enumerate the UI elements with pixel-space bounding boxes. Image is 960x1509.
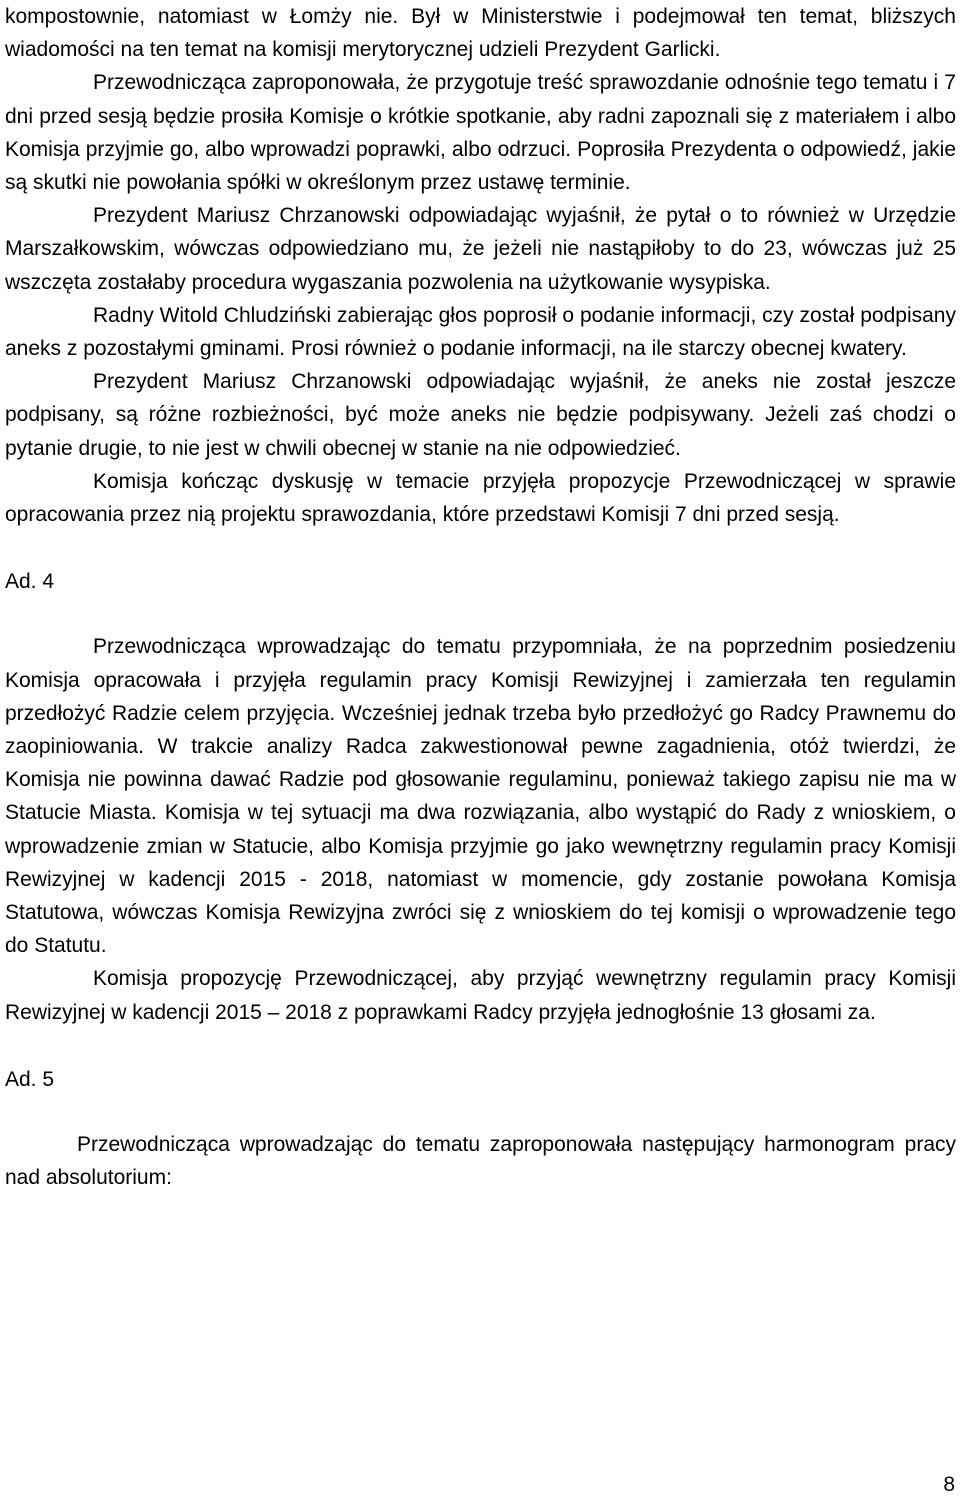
paragraph-schedule-intro: Przewodnicząca wprowadzając do tematu zaproponowała następujący harmonogram pracy nad absolutorium: (5, 1133, 956, 1190)
document-page (5, 0, 956, 1195)
paragraph-commission-decision: Komisja kończąc dyskusję w temacie przyjęła propozycje Przewodniczącej w sprawie opracowania przez nią projektu sprawozdania, które przedstawi Komisji 7 dni przed sesją. (5, 469, 956, 527)
paragraph-president-answer-2: Prezydent Mariusz Chrzanowski odpowiadając wyjaśnił, że aneks nie został jeszcze podpisany, są różne rozbieżności, być może aneks nie będzie podpisywany. Jeżeli zaś chodzi o pytanie drugie, to nie jest w chwili obecnej w stanie na nie odpowiedzieć. (5, 370, 956, 460)
paragraph-continuation: kompostownie, natomiast w Łomży nie. Był w Ministerstwie i podejmował ten temat, bliższych wiadomości na ten temat na komisji merytorycznej udzieli Prezydent Garlicki. (5, 5, 956, 62)
spacer (5, 598, 956, 630)
section-heading-ad5: Ad. 5 (5, 1067, 55, 1091)
paragraph-chair-proposal: Przewodnicząca zaproponowała, że przygotuje treść sprawozdanie odnośnie tego tematu i 7 dni przed sesją będzie prosiła Komisje o krótkie spotkanie, aby radni zapoznali się z materiałem i albo Komisja przyjmie go, albo wprowadzi poprawki, albo odrzuci. Poprosiła Prezydenta o odpowiedź, jakie są skutki nie powołania spółki w określonym przez ustawę terminie. (5, 71, 956, 195)
paragraph-president-answer-1: Prezydent Mariusz Chrzanowski odpowiadając wyjaśnił, że pytał o to również w Urzędzie Marszałkowskim, wówczas odpowiedziano mu, że jeżeli nie nastąpiłoby to do 23, wówczas już 25 wszczęta zostałaby procedura wygaszania pozwolenia na użytkowanie wysypiska. (5, 204, 956, 294)
page-number: 8 (943, 1473, 955, 1496)
spacer (5, 531, 956, 565)
paragraph-regulations-intro: Przewodnicząca wprowadzając do tematu przypomniała, że na poprzednim posiedzeniu Komisja opracowała i przyjęła regulamin pracy Komisji Rewizyjnej i zamierzała ten regulamin przedłożyć Radzie celem przyjęcia. Wcześniej jednak trzeba było przedłożyć go Radcy Prawnemu do zaopiniowania. W trakcie analizy Radca zakwestionował pewne zagadnienia, otóż twierdzi, że Komisja nie powinna dawać Radzie pod głosowanie regulaminu, ponieważ takiego zapisu nie ma w Statucie Miasta. Komisja w tej sytuacji ma dwa rozwiązania, albo wystąpić do Rady z wnioskiem, o wprowadzenie zmian w Statucie, albo Komisja przyjmie go jako wewnętrzny regulamin pracy Komisji Rewizyjnej w kadencji 2015 - 2018, natomiast w momencie, gdy zostanie powołana Komisja Statutowa, wówczas Komisja Rewizyjna zwróci się z wnioskiem do tej komisji o wprowadzenie tego do Statutu. (5, 635, 956, 958)
spacer (5, 1096, 956, 1128)
paragraph-regulations-decision: Komisja propozycję Przewodniczącej, aby przyjąć wewnętrzny regulamin pracy Komisji Rewizyjnej w kadencji 2015 – 2018 z poprawkami Radcy przyjęła jednogłośnie 13 głosami za. (5, 967, 956, 1024)
paragraph-councillor-question: Radny Witold Chludziński zabierając głos poprosił o podanie informacji, czy został podpisany aneks z pozostałymi gminami. Prosi również o podanie informacji, na ile starczy obecnej kwatery. (5, 303, 956, 361)
section-heading-ad4: Ad. 4 (5, 570, 55, 594)
spacer (5, 1029, 956, 1063)
